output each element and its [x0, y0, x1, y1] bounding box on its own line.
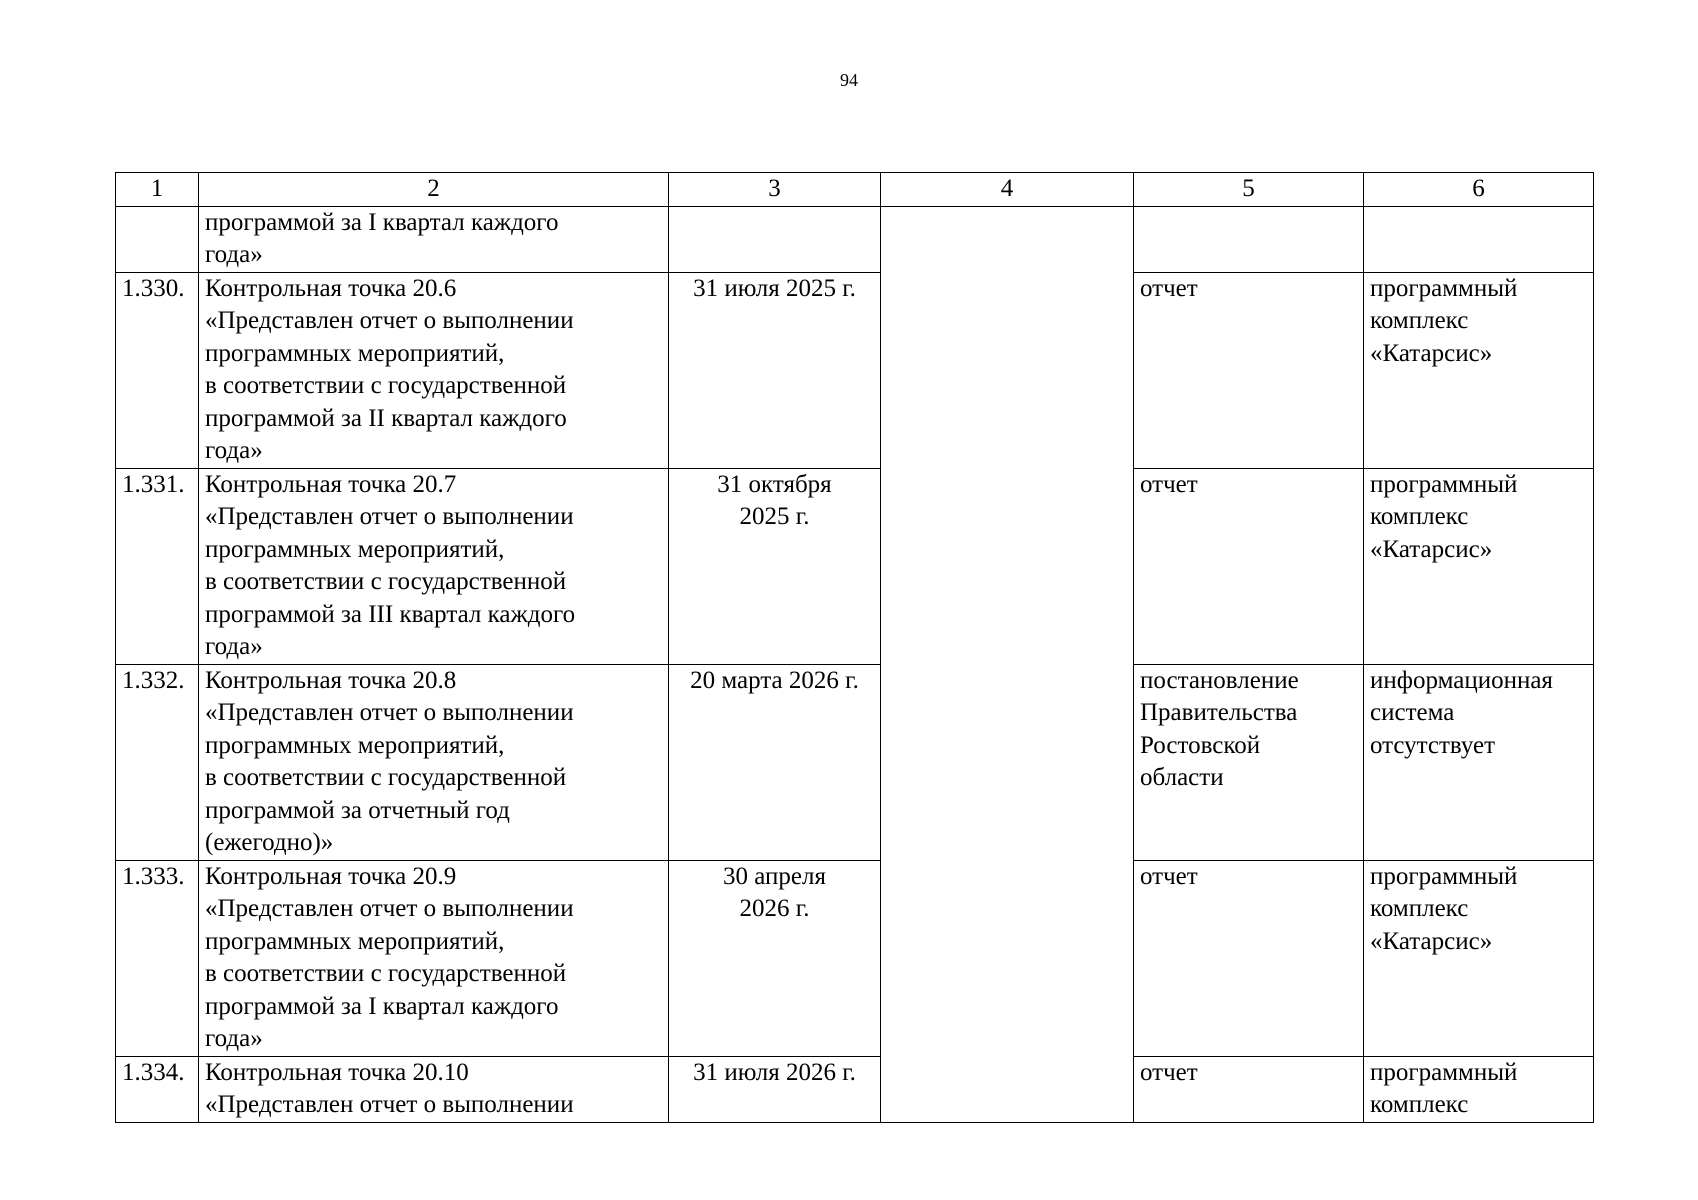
column-4-merged-cell: [881, 206, 1134, 1122]
table-row: [116, 272, 1594, 468]
row-description: Контрольная точка 20.6 «Представлен отчет о выполнении программных мероприятий, в соответствии с государственной программой за II квартал каждого года»: [199, 272, 669, 468]
row-date: [669, 206, 881, 272]
table-row: [116, 860, 1594, 1056]
row-system: программный комплекс «Катарсис»: [1364, 860, 1594, 1056]
row-date: 31 июля 2026 г.: [669, 1056, 881, 1122]
row-description: Контрольная точка 20.9 «Представлен отчет о выполнении программных мероприятий, в соответствии с государственной программой за I квартал каждого года»: [199, 860, 669, 1056]
row-date: 31 октября 2025 г.: [669, 468, 881, 664]
row-number: 1.330.: [116, 272, 199, 468]
row-description: Контрольная точка 20.7 «Представлен отчет о выполнении программных мероприятий, в соответствии с государственной программой за III квартал каждого года»: [199, 468, 669, 664]
table-row: [116, 468, 1594, 664]
table-row: [116, 664, 1594, 860]
row-description: Контрольная точка 20.10 «Представлен отчет о выполнении: [199, 1056, 669, 1122]
row-number: 1.333.: [116, 860, 199, 1056]
row-form: постановление Правительства Ростовской области: [1134, 664, 1364, 860]
row-form: отчет: [1134, 860, 1364, 1056]
row-system: программный комплекс: [1364, 1056, 1594, 1122]
row-description: Контрольная точка 20.8 «Представлен отчет о выполнении программных мероприятий, в соответствии с государственной программой за отчетный год (ежегодно)»: [199, 664, 669, 860]
row-system: информационная система отсутствует: [1364, 664, 1594, 860]
row-form: [1134, 206, 1364, 272]
column-header: 1: [116, 173, 199, 207]
row-date: 31 июля 2025 г.: [669, 272, 881, 468]
row-form: отчет: [1134, 1056, 1364, 1122]
row-system: [1364, 206, 1594, 272]
row-number: [116, 206, 199, 272]
row-description: программой за I квартал каждого года»: [199, 206, 669, 272]
row-number: 1.331.: [116, 468, 199, 664]
row-form: отчет: [1134, 272, 1364, 468]
control-points-table: [115, 172, 1594, 1123]
row-number: 1.334.: [116, 1056, 199, 1122]
row-form: отчет: [1134, 468, 1364, 664]
page-number: 94: [840, 70, 858, 90]
table-row: [116, 1056, 1594, 1122]
row-system: программный комплекс «Катарсис»: [1364, 468, 1594, 664]
table-header-row: [116, 173, 1594, 207]
column-header: 4: [881, 173, 1134, 207]
column-header: 6: [1364, 173, 1594, 207]
table-row: [116, 206, 1594, 272]
column-header: 2: [199, 173, 669, 207]
row-date: 20 марта 2026 г.: [669, 664, 881, 860]
column-header: 3: [669, 173, 881, 207]
row-date: 30 апреля 2026 г.: [669, 860, 881, 1056]
column-header: 5: [1134, 173, 1364, 207]
row-system: программный комплекс «Катарсис»: [1364, 272, 1594, 468]
row-number: 1.332.: [116, 664, 199, 860]
